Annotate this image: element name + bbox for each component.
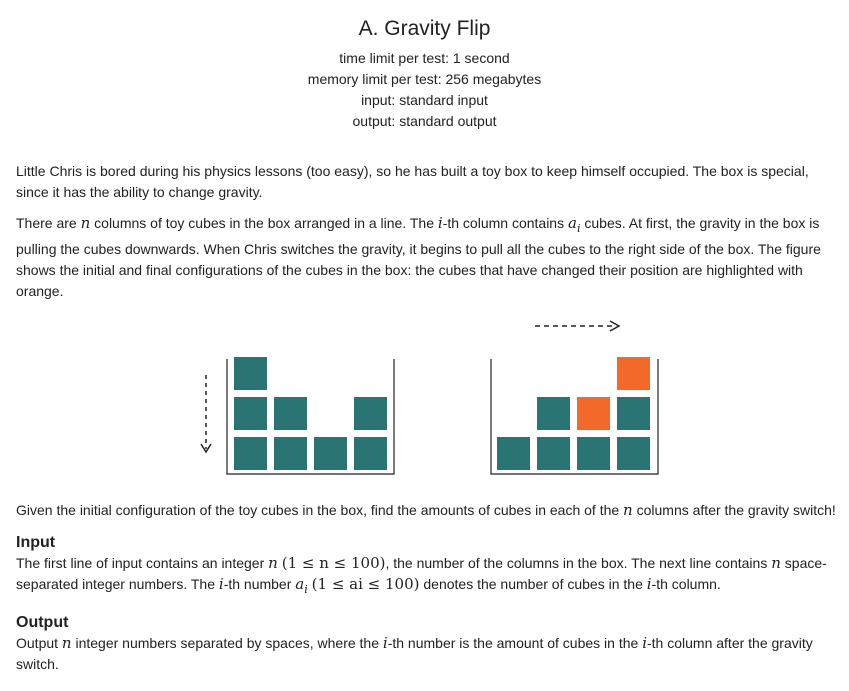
text-fragment: -th number is the amount of cubes in the <box>387 634 643 651</box>
text-fragment: Output <box>16 634 62 651</box>
text-fragment: -th column after the gravity switch. <box>16 634 813 672</box>
gravity-figure <box>190 311 670 481</box>
math-constraint-n: (1 ≤ n ≤ 100) <box>281 553 386 572</box>
text-fragment: columns after the gravity switch! <box>632 501 836 518</box>
cube <box>354 397 387 430</box>
math-subscript-i: i <box>576 221 581 235</box>
cubes-initial <box>234 357 387 470</box>
problem-title: A. Gravity Flip <box>358 17 491 40</box>
math-variable-n: n <box>80 214 91 232</box>
cube <box>354 437 387 470</box>
math-variable-a: a <box>568 214 577 232</box>
cube <box>234 437 267 470</box>
cube <box>274 397 307 430</box>
output-section-title: Output <box>16 613 69 631</box>
math-variable-n: n <box>623 500 633 519</box>
text-fragment: cubes. At first, the gravity in the box is pulling the cubes downwards. When Chris switches the gravity, it begins to pull all the cubes to the right side of the box. The figure shows the initial and final configurations of the cubes in the box: the cubes that have changed their position are highlighted with orange. <box>16 215 821 299</box>
math-variable-i: i <box>218 574 224 593</box>
statement-paragraph-2 <box>16 213 836 302</box>
cube <box>234 397 267 430</box>
cube <box>274 437 307 470</box>
output-section-text <box>16 633 836 675</box>
math-variable-i: i <box>642 633 647 652</box>
cube <box>537 397 570 430</box>
math-constraint-a: (1 ≤ ai ≤ 100) <box>311 574 420 593</box>
text-fragment: -th number <box>223 575 296 592</box>
input-spec: input: standard input <box>361 92 488 108</box>
math-variable-i: i <box>382 633 388 652</box>
math-variable-n: n <box>61 633 72 652</box>
math-variable-a: a <box>295 574 305 593</box>
math-subscript-i: i <box>304 582 308 596</box>
math-variable-n: n <box>268 553 278 572</box>
input-section <box>16 533 836 600</box>
moved-cube <box>617 357 650 390</box>
output-section <box>16 613 836 675</box>
problem-limits <box>0 48 849 132</box>
text-fragment: denotes the number of cubes in the <box>419 575 647 592</box>
statement-paragraph-1: Little Chris is bored during his physics lessons (too easy), so he has built a toy box to keep himself occupied. The box is special, since it has the ability to change gravity. <box>16 163 809 200</box>
cube <box>234 357 267 390</box>
memory-limit: memory limit per test: 256 megabytes <box>307 71 542 87</box>
text-fragment: There are <box>16 215 81 231</box>
cube <box>577 437 610 470</box>
cube <box>497 437 530 470</box>
text-fragment: -th column. <box>651 575 721 592</box>
text-fragment: integer numbers separated by spaces, where the <box>71 634 383 651</box>
output-spec: output: standard output <box>352 113 497 129</box>
text-fragment: columns of toy cubes in the box arranged in a line. The <box>90 215 438 231</box>
input-section-text <box>16 553 836 600</box>
text-fragment: space-separated integer numbers. The <box>16 554 827 592</box>
moved-cube <box>577 397 610 430</box>
cube <box>537 437 570 470</box>
statement-paragraph-3 <box>16 500 836 521</box>
math-variable-n: n <box>771 553 781 572</box>
text-fragment: The first line of input contains an integer <box>16 554 269 571</box>
input-section-title: Input <box>16 533 56 551</box>
text-fragment: -th column contains <box>442 215 568 231</box>
math-variable-i: i <box>437 214 443 232</box>
text-fragment: , the number of the columns in the box. The next line contains <box>385 554 772 571</box>
cube <box>617 437 650 470</box>
time-limit: time limit per test: 1 second <box>339 50 510 66</box>
math-variable-i: i <box>646 574 652 593</box>
problem-header <box>0 16 849 132</box>
cube <box>314 437 347 470</box>
cube <box>617 397 650 430</box>
text-fragment: Given the initial configuration of the toy cubes in the box, find the amounts of cubes in each of the <box>16 501 624 518</box>
cubes-final <box>497 357 650 470</box>
